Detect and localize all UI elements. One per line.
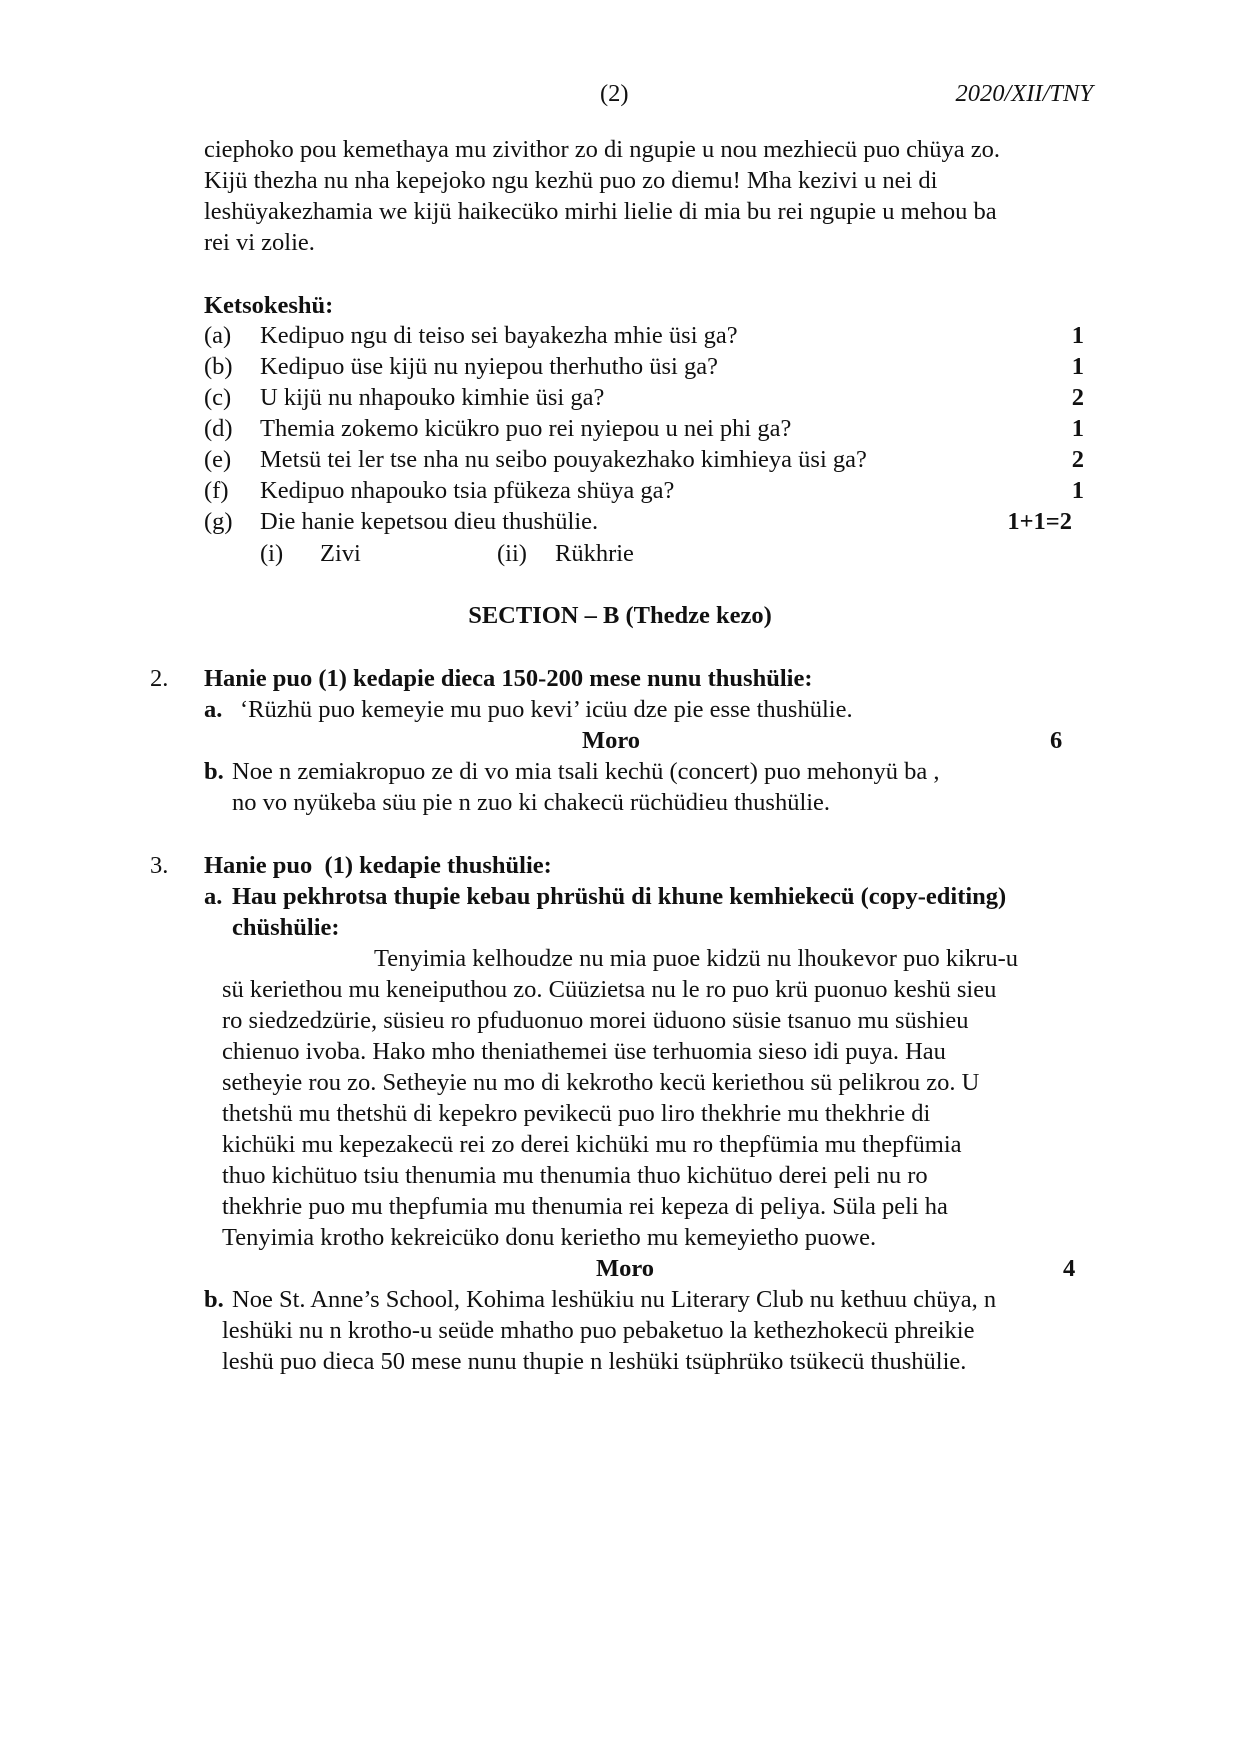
passage-line: thekhrie puo mu thepfumia mu thenumia rei kepeza di peliya. Süla peli ha [222,1193,948,1220]
option-text: ‘Rüzhü puo kemeyie mu puo kevi’ icüu dze pie esse thushülie. [240,696,853,723]
question-row [204,413,1084,444]
passage-end-line-1: ciephoko pou kemethaya mu zivithor zo di ngupie u nou mezhiecü puo chüya zo. [204,136,1001,163]
sub-item-text: Rükhrie [555,540,634,567]
passage-line: chienuo ivoba. Hako mho theniathemei üse terhuomia sieso idi puya. Hau [222,1038,946,1065]
passage-line: Tenyimia krotho kekreicüko donu kerietho mu kemeyietho puowe. [222,1224,877,1251]
question-row [204,320,1084,351]
question-marks: 2 [1071,384,1084,411]
question-label: (f) [204,477,229,504]
moro-label: Moro [582,727,641,754]
question-text: Die hanie kepetsou dieu thushülie. [260,508,599,535]
passage-line: kichüki mu kepezakecü rei zo derei kichüki mu ro thepfümia mu thepfümia [222,1131,962,1158]
passage-end-line-4: rei vi zolie. [204,229,315,256]
question-marks: 2 [1071,446,1084,473]
question-label: (c) [204,384,232,411]
question-text: U kijü nu nhapouko kimhie üsi ga? [260,384,605,411]
question-row [204,444,1084,475]
option-text: leshü puo dieca 50 mese nunu thupie n leshüki tsüphrüko tsükecü thushülie. [222,1348,967,1375]
option-text: no vo nyükeba süu pie n zuo ki chakecü rüchüdieu thushülie. [232,789,831,816]
option-label: b. [204,758,224,785]
question-marks: 1 [1071,322,1084,349]
page-number: (2) [600,80,629,107]
questions-heading: Ketsokeshü: [204,292,334,319]
passage-line: setheyie rou zo. Setheyie nu mo di kekrotho kecü keriethou sü pelikrou zo. U [222,1069,980,1096]
option-label: a. [204,883,223,910]
option-heading: chüshülie: [232,914,340,941]
question-text: Metsü tei ler tse nha nu seibo pouyakezhako kimhieya üsi ga? [260,446,867,473]
option-text: Noe n zemiakropuo ze di vo mia tsali kechü (concert) puo mehonyü ba , [232,758,940,785]
question-number: 2. [150,665,169,692]
question-label: (a) [204,322,232,349]
paper-code: 2020/XII/TNY [955,80,1093,107]
question-instruction: Hanie puo (1) kedapie thushülie: [204,852,552,879]
passage-line: Tenyimia kelhoudze nu mia puoe kidzü nu lhoukevor puo kikru-u [374,945,1018,972]
question-row [204,351,1084,382]
question-marks: 1 [1071,415,1084,442]
passage-line: ro siedzedzürie, süsieu ro pfuduonuo morei üduono süsie tsanuo mu süshieu [222,1007,969,1034]
passage-line: thetshü mu thetshü di kepekro pevikecü puo liro thekhrie mu thekhrie di [222,1100,931,1127]
sub-item-text: Zivi [320,540,361,567]
option-text: leshüki nu n krotho-u seüde mhatho puo pebaketuo la kethezhokecü phreikie [222,1317,975,1344]
question-row [204,382,1084,413]
question-row [204,475,1084,506]
question-text: Themia zokemo kicükro puo rei nyiepou u nei phi ga? [260,415,792,442]
question-marks: 1 [1071,353,1084,380]
question-label: (b) [204,353,233,380]
question-marks: 6 [1050,727,1063,754]
question-label: (e) [204,446,232,473]
sub-item-label: (ii) [497,540,527,567]
passage-line: thuo kichütuo tsiu thenumia mu thenumia thuo kichütuo derei peli nu ro [222,1162,928,1189]
question-text: Kedipuo nhapouko tsia pfükeza shüya ga? [260,477,675,504]
question-label: (d) [204,415,233,442]
option-label: a. [204,696,223,723]
sub-item-label: (i) [260,540,284,567]
question-text: Kedipuo ngu di teiso sei bayakezha mhie üsi ga? [260,322,738,349]
question-number: 3. [150,852,169,879]
moro-label: Moro [596,1255,655,1282]
question-row [204,506,1072,537]
question-label: (g) [204,508,233,535]
question-instruction: Hanie puo (1) kedapie dieca 150-200 mese nunu thushülie: [204,665,813,692]
question-marks: 4 [1063,1255,1076,1282]
question-marks: 1 [1071,477,1084,504]
passage-line: sü keriethou mu keneiputhou zo. Cüüzietsa nu le ro puo krü puonuo keshü sieu [222,976,997,1003]
option-heading: Hau pekhrotsa thupie kebau phrüshü di khune kemhiekecü (copy-editing) [232,883,1007,910]
passage-end-line-3: leshüyakezhamia we kijü haikecüko mirhi lielie di mia bu rei ngupie u mehou ba [204,198,997,225]
passage-end-line-2: Kijü thezha nu nha kepejoko ngu kezhü puo zo diemu! Mha kezivi u nei di [204,167,938,194]
question-text: Kedipuo üse kijü nu nyiepou therhutho üsi ga? [260,353,718,380]
question-marks: 1+1=2 [1007,508,1072,535]
option-label: b. [204,1286,224,1313]
option-text: Noe St. Anne’s School, Kohima leshükiu nu Literary Club nu kethuu chüya, n [232,1286,997,1313]
section-title: SECTION – B (Thedze kezo) [468,602,772,629]
